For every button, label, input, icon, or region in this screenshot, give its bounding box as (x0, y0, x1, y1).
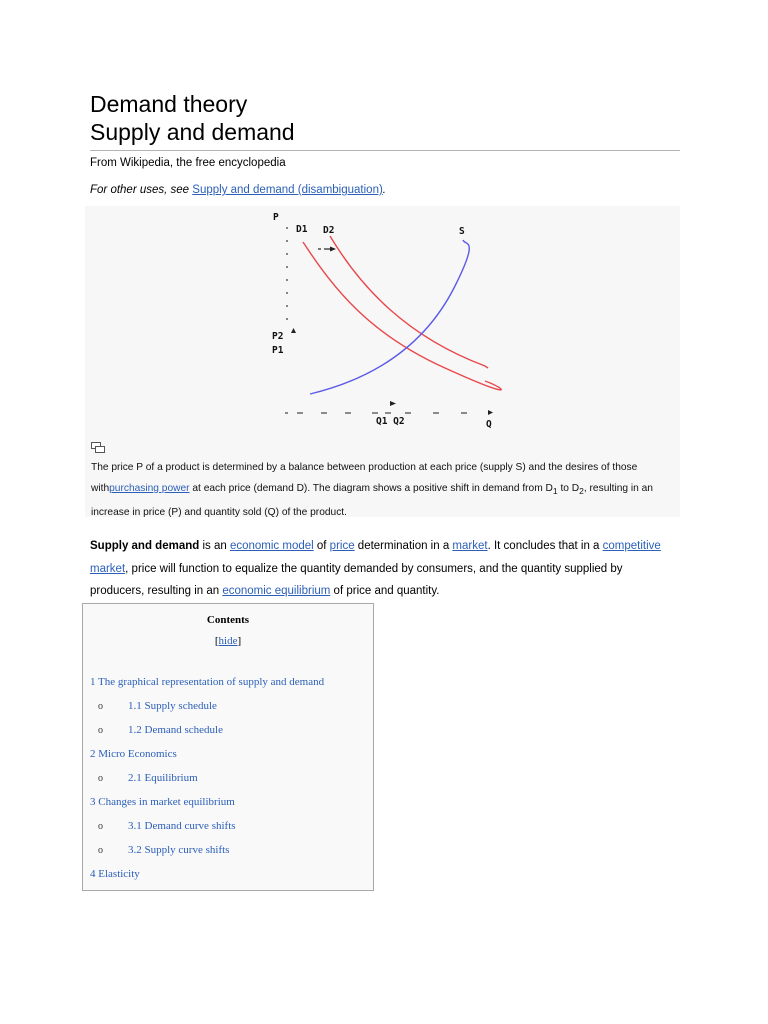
page-title-line1: Demand theory (90, 91, 248, 117)
toc-bracket: [ (214, 635, 219, 647)
toc-item-label: 2 Micro Economics (90, 748, 177, 760)
toc-item-supply-curve-shifts[interactable] (90, 842, 370, 866)
d2-label: D2 (323, 225, 335, 236)
quantity-shift-arrow (390, 401, 396, 406)
demand-curve-d1 (303, 242, 501, 390)
supply-demand-diagram[interactable] (85, 206, 680, 436)
lead-text: determination in a (354, 540, 453, 552)
q1-q2-label: Q1 Q2 (376, 416, 405, 427)
caption-text: to D (557, 483, 580, 494)
site-subtitle: From Wikipedia, the free encyclopedia (90, 157, 286, 169)
price-axis (286, 227, 296, 333)
toc-item-demand-curve-shifts[interactable] (90, 818, 370, 842)
demand-shift-arrow (318, 247, 336, 252)
toc-item-market-equilibrium-changes[interactable] (90, 794, 370, 818)
caption-text: , resulting in an increase in price (P) and quantity sold (Q) of the product. (91, 483, 653, 519)
toc-bullet: o (98, 821, 103, 832)
lead-bold-term: Supply and demand (90, 540, 200, 552)
toc-item-label: 4 Elasticity (90, 868, 140, 880)
toc-item-label: 3.1 Demand curve shifts (128, 820, 236, 832)
p1-label: P1 (272, 345, 284, 356)
toc-bullet: o (98, 845, 103, 856)
toc-item-label: 3 Changes in market equilibrium (90, 796, 235, 808)
figure-caption (91, 457, 676, 523)
page-title (90, 90, 680, 151)
lead-text: of price and quantity. (330, 585, 440, 597)
toc-bullet: o (98, 701, 103, 712)
caption-text: The price P of a product is determined by a balance between production at each price (supply S) and the desires of those with (91, 462, 638, 494)
toc-bracket: ] (237, 635, 242, 647)
toc-item-equilibrium[interactable] (90, 770, 370, 794)
lead-text: is an (199, 540, 230, 552)
toc-item-graphical-representation[interactable] (90, 674, 370, 698)
toc-item-label: 1.1 Supply schedule (128, 700, 217, 712)
caption-subscript: 2 (579, 486, 584, 497)
toc-item-micro-economics[interactable] (90, 746, 370, 770)
figure-thumbnail (85, 206, 680, 517)
caption-subscript: 1 (552, 486, 558, 497)
toc-bullet: o (98, 773, 103, 784)
toc-bullet: o (98, 725, 103, 736)
hatnote-prefix: For other uses, see (90, 184, 193, 196)
d1-label: D1 (296, 224, 308, 235)
hatnote (90, 184, 386, 196)
price-link[interactable]: price (329, 540, 355, 552)
toc-item-elasticity[interactable] (90, 866, 370, 890)
toc-hide-toggle (83, 635, 373, 647)
page-title-line2: Supply and demand (90, 119, 295, 145)
toc-item-demand-schedule[interactable] (90, 722, 370, 746)
enlarge-icon[interactable] (91, 442, 105, 453)
competitive-market-link[interactable]: competitive market (90, 540, 661, 575)
toc-item-label: 2.1 Equilibrium (128, 772, 198, 784)
toc-list (90, 674, 370, 890)
supply-curve-s (310, 240, 469, 394)
toc-hide-link[interactable]: hide (218, 635, 238, 647)
lead-paragraph (90, 535, 680, 603)
p-axis-label: P (273, 212, 279, 223)
toc-item-label: 1.2 Demand schedule (128, 724, 223, 736)
q-axis-label: Q (486, 419, 492, 430)
table-of-contents (82, 603, 374, 891)
hatnote-suffix: . (382, 184, 386, 196)
toc-item-label: 1 The graphical representation of supply and demand (90, 676, 325, 688)
quantity-axis-arrow (488, 410, 493, 415)
toc-item-label: 3.2 Supply curve shifts (128, 844, 230, 856)
p2-label: P2 (272, 331, 284, 342)
demand-curve-d2 (330, 236, 488, 368)
economic-equilibrium-link[interactable]: economic equilibrium (222, 585, 331, 597)
s-label: S (459, 226, 465, 237)
caption-text: at each price (demand D). The diagram shows a positive shift in demand from D (189, 483, 553, 494)
purchasing-power-link[interactable]: purchasing power (109, 483, 190, 494)
toc-title: Contents (206, 614, 250, 626)
toc-item-supply-schedule[interactable] (90, 698, 370, 722)
lead-text: , price will function to equalize the quantity demanded by consumers, and the quantity supplied by producers, resulting in an (90, 562, 623, 597)
lead-text: . It concludes that in a (487, 540, 603, 552)
lead-text: of (313, 540, 330, 552)
economic-model-link[interactable]: economic model (229, 540, 314, 552)
market-link[interactable]: market (452, 540, 488, 552)
disambiguation-link[interactable]: Supply and demand (disambiguation) (192, 184, 383, 196)
